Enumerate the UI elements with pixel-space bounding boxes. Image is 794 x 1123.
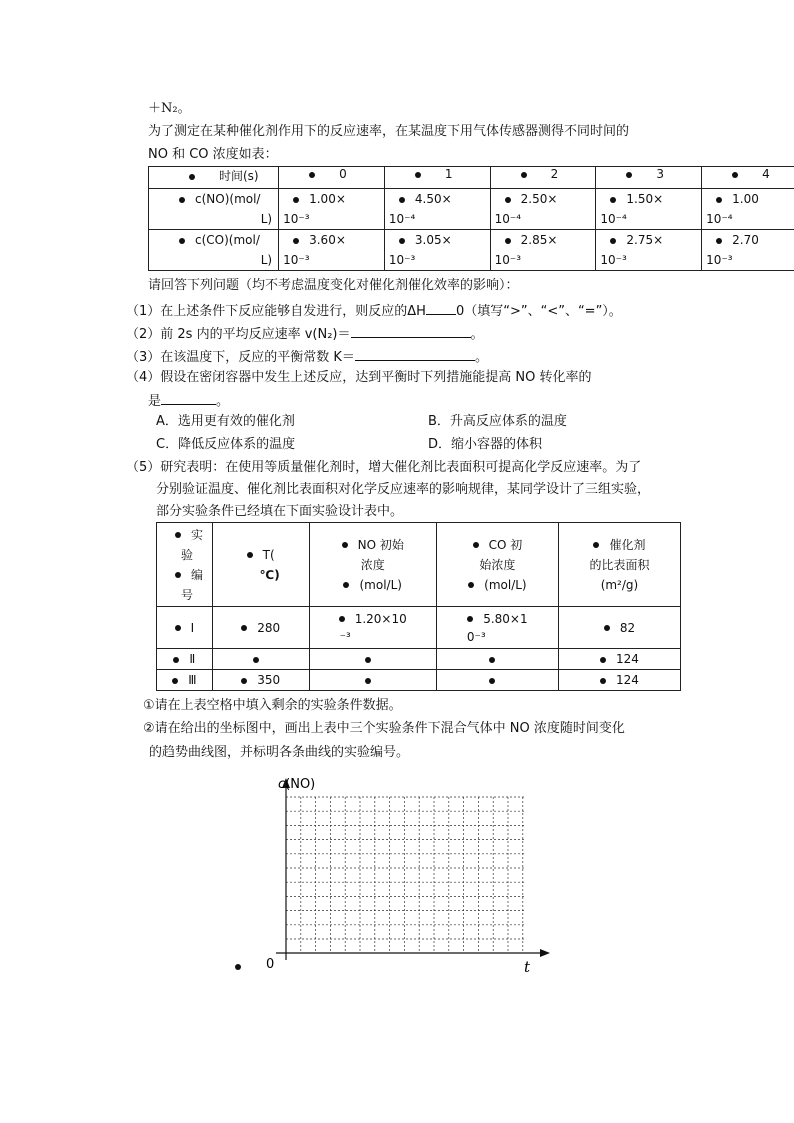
bullet-icon [716,238,722,244]
bullet-icon [235,964,241,970]
co-exponent: 10⁻³ [388,253,416,267]
bullet-icon [179,238,185,244]
temperature-cell: 350 [257,673,281,687]
question-1-text: （1）在上述条件下反应能够自发进行，则反应的ΔH [126,304,426,319]
co-initial-blank-cell[interactable] [436,649,558,670]
bullet-icon [339,616,345,622]
no-value: 2.50× [520,192,558,206]
y-axis-label [278,777,315,792]
concentration-table [148,166,794,271]
x-axis-label: t [524,958,531,976]
bullet-icon [489,678,495,684]
question-3-text: （3）在该温度下，反应的平衡常数 K＝ [126,350,355,365]
header-exp-id: 验 [181,547,194,562]
co-exponent: 10⁻³ [283,253,310,267]
bullet-icon [399,238,405,244]
bullet-icon [175,572,181,578]
question-2-text: （2）前 2s 内的平均反应速率 v(N₂)＝ [126,327,351,342]
bullet-icon [365,678,371,684]
co-exponent: 10⁻³ [494,253,522,267]
bullet-icon [716,197,722,203]
header-temperature-unit: ℃) [259,567,280,582]
bullet-icon [489,657,495,663]
question-4-line-2 [148,390,229,411]
header-co-unit: (mol/L) [484,577,527,592]
y-axis-no: (NO) [285,777,316,792]
time-header: 时间(s) [219,169,259,183]
bullet-icon [309,172,315,178]
header-exp-id: 实 [191,527,204,542]
question-5-line-1: （5）研究表明：在使用等质量催化剂时，增大催化剂比表面积可提高化学反应速率。为了 [126,460,642,475]
option-a: A．选用更有效的催化剂 [156,414,295,429]
table-row [157,649,681,670]
answer-blank[interactable] [351,323,471,338]
table-row [149,167,794,189]
bullet-icon [600,657,606,663]
header-no-unit: (mol/L) [359,577,402,592]
intro-line-1: 为了测定在某种催化剂作用下的反应速率，在某温度下用气体传感器测得不同时间的 [148,124,630,139]
bullet-icon [172,678,178,684]
question-1 [126,300,622,321]
question-4-text: 是 [148,394,162,409]
bullet-icon [468,582,474,588]
origin-label: 0 [266,957,275,972]
header-exp-id: 编 [191,567,204,582]
co-value: 3.05× [414,233,452,247]
header-co-initial: 始浓度 [479,557,516,572]
bullet-icon [247,552,253,558]
exp-id: Ⅰ [190,620,195,635]
table-row [157,607,681,649]
bullet-icon [253,657,259,663]
answer-blank[interactable] [355,346,475,361]
question-5-line-3: 部分实验条件已经填在下面实验设计表中。 [156,504,404,519]
top-line: ＋N₂。 [148,101,191,116]
no-initial-exponent: ⁻³ [339,629,351,644]
no-value: 1.50× [626,192,664,206]
surface-area-cell: 82 [619,620,636,635]
answer-blank[interactable] [161,390,216,405]
co-value: 3.60× [309,233,346,247]
grid [286,797,524,953]
task-1: ①请在上表空格中填入剩余的实验条件数据。 [143,698,402,713]
time-value: 1 [444,167,453,181]
bullet-icon [505,238,511,244]
co-value: 2.85× [520,233,558,247]
bullet-icon [175,625,181,631]
no-exponent: 10⁻⁴ [706,212,733,226]
header-no-initial: 浓度 [360,557,385,572]
bullet-icon [604,625,610,631]
question-2 [126,323,484,344]
table-row [157,670,681,691]
bullet-icon [473,542,479,548]
no-value: 1.00 [732,192,759,206]
bullet-icon [610,197,616,203]
table-row [157,523,681,607]
question-4-end: 。 [216,394,230,409]
header-surface-area: 的比表面积 [589,557,650,572]
task-2-line-1: ②请在给出的坐标图中，画出上表中三个实验条件下混合气体中 NO 浓度随时间变化 [143,721,625,736]
bullet-icon [241,625,247,631]
question-2-end: 。 [470,327,484,342]
surface-area-cell: 124 [616,673,639,687]
co-exponent: 10⁻³ [600,253,627,267]
coordinate-graph[interactable] [230,770,570,985]
co-value: 2.75× [626,233,664,247]
bullet-icon [293,238,299,244]
bullet-icon [189,174,195,180]
co-initial-cell: 5.80×1 [483,611,528,626]
option-c: C．降低反应体系的温度 [156,437,296,452]
table-row [149,230,794,271]
bullet-icon [173,657,179,663]
bullet-icon [505,197,511,203]
co-initial-blank-cell[interactable] [436,670,558,691]
bullet-icon [610,238,616,244]
prompt-line: 请回答下列问题（均不考虑温度变化对催化剂催化效率的影响）： [148,278,519,293]
option-d: D．缩小容器的体积 [428,437,543,452]
table-row [149,189,794,230]
y-axis-c: c [278,777,286,792]
option-b: B．升高反应体系的温度 [428,414,567,429]
time-value: 3 [656,167,665,181]
co-initial-exponent: 0⁻³ [466,629,486,644]
bullet-icon [600,678,606,684]
bullet-icon [179,197,185,203]
bullet-icon [399,197,405,203]
header-surface-area: 催化剂 [609,537,646,552]
header-co-initial: CO 初 [488,537,523,552]
no-initial-blank-cell[interactable] [309,670,436,691]
co-value: 2.70 [732,233,759,247]
surface-area-cell: 124 [616,652,639,666]
question-4-line-1: （4）假设在密闭容器中发生上述反应，达到平衡时下列措施能提高 NO 转化率的 [126,370,592,385]
question-3 [126,346,488,367]
time-value: 0 [339,167,347,181]
bullet-icon [175,532,181,538]
bullet-icon [626,172,632,178]
bullet-icon [342,542,348,548]
bullet-icon [732,172,738,178]
answer-blank[interactable] [426,300,456,315]
co-label-unit: L) [260,253,273,267]
question-5-line-2: 分别验证温度、催化剂比表面积对化学反应速率的影响规律，某同学设计了三组实验， [156,482,651,497]
header-exp-id: 号 [181,587,194,602]
bullet-icon [593,542,599,548]
no-value: 1.00× [309,192,346,206]
bullet-icon [415,172,421,178]
no-exponent: 10⁻³ [283,212,310,226]
task-2-line-2: 的趋势曲线图，并标明各条曲线的实验编号。 [149,745,410,760]
question-1-hint: 0（填写“>”、“<”、“=”）。 [455,304,622,319]
no-value: 4.50× [414,192,452,206]
no-initial-blank-cell[interactable] [309,649,436,670]
bullet-icon [365,657,371,663]
co-exponent: 10⁻³ [706,253,733,267]
bullet-icon [293,197,299,203]
temperature-cell: 280 [257,620,281,635]
header-temperature: T( [262,547,275,562]
time-value: 2 [550,167,559,181]
bullet-icon [241,678,247,684]
intro-line-2: NO 和 CO 浓度如表： [148,147,278,162]
no-exponent: 10⁻⁴ [600,212,627,226]
bullet-icon [343,582,349,588]
experiment-design-table [156,522,681,691]
header-no-initial: NO 初始 [357,537,404,552]
x-axis-arrow-icon [540,949,550,957]
exp-id: Ⅲ [188,673,197,687]
no-label: c(NO)(mol/ [195,192,261,206]
question-3-end: 。 [474,350,488,365]
time-value: 4 [762,167,770,181]
temperature-blank-cell[interactable] [212,649,309,670]
no-exponent: 10⁻⁴ [388,212,416,226]
no-exponent: 10⁻⁴ [494,212,522,226]
exp-id: Ⅱ [189,652,196,666]
no-initial-cell: 1.20×10 [354,611,407,626]
header-surface-unit: (m²/g) [600,577,639,592]
bullet-icon [521,172,527,178]
co-label: c(CO)(mol/ [195,233,260,247]
bullet-icon [467,616,473,622]
no-label-unit: L) [260,212,273,226]
